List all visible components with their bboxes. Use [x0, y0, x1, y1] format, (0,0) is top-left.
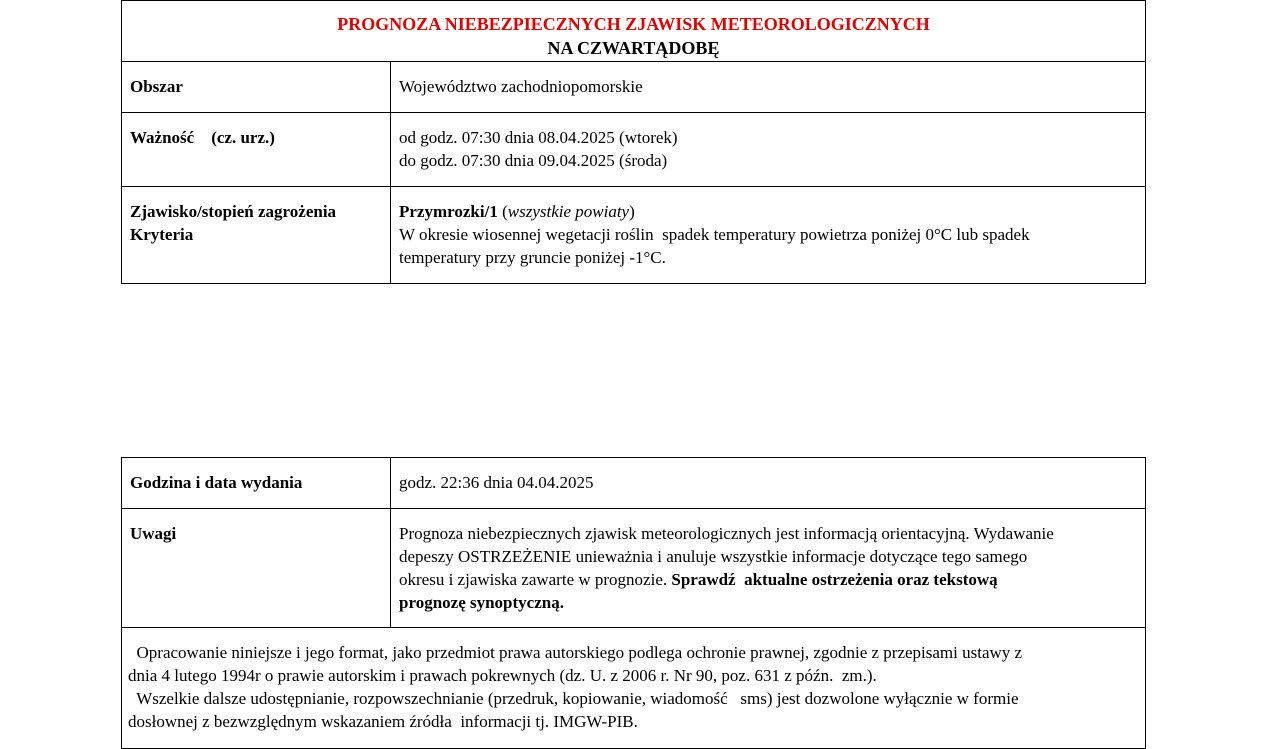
- phenomenon-label-line2: Kryteria: [130, 225, 194, 244]
- title-cell: [122, 1, 1146, 62]
- title-row: [122, 1, 1146, 62]
- area-value: Województwo zachodniopomorskie: [391, 62, 1146, 113]
- phenomenon-scope-close: ): [629, 202, 635, 221]
- validity-row: [122, 113, 1146, 187]
- notes-label: Uwagi: [122, 509, 391, 628]
- phenomenon-heading: [399, 200, 1137, 223]
- notes-line3: [399, 568, 1137, 591]
- phenomenon-scope-open: (: [497, 202, 508, 221]
- validity-label: Ważność (cz. urz.): [122, 113, 391, 187]
- criteria-line2: temperatury przy gruncie poniżej -1°C.: [399, 248, 666, 267]
- criteria-line1: W okresie wiosennej wegetacji roślin spadek temperatury powietrza poniżej 0°C lub spadek: [399, 225, 1030, 244]
- issued-label: Godzina i data wydania: [122, 458, 391, 509]
- phenomenon-name: Przymrozki/1: [399, 202, 498, 221]
- copyright-line2: dnia 4 lutego 1994r o prawie autorskim i prawach pokrewnych (dz. U. z 2006 r. Nr 90, poz. 631 z późn. zm.).: [128, 666, 877, 685]
- phenomenon-row: [122, 187, 1146, 284]
- copyright-line1: Opracowanie niniejsze i jego format, jako przedmiot prawa autorskiego podlega ochronie prawnej, zgodnie z przepisami ustawy z: [128, 643, 1023, 662]
- issue-info-table: [121, 457, 1146, 749]
- phenomenon-label: [122, 187, 391, 284]
- validity-to: do godz. 07:30 dnia 09.04.2025 (środa): [399, 151, 668, 170]
- document-title: PROGNOZA NIEBEZPIECZNYCH ZJAWISK METEOROLOGICZNYCH: [337, 14, 930, 34]
- forecast-table: [121, 0, 1146, 284]
- copyright-line4: dosłownej z bezwzględnym wskazaniem źródła informacji tj. IMGW-PIB.: [128, 712, 638, 731]
- notes-line3-normal: okresu i zjawiska zawarte w prognozie.: [399, 570, 672, 589]
- phenomenon-scope: wszystkie powiaty: [507, 202, 630, 221]
- document-subtitle: NA CZWARTĄDOBĘ: [547, 38, 720, 58]
- notes-row: [122, 509, 1146, 628]
- phenomenon-value: [391, 187, 1146, 284]
- area-label: Obszar: [122, 62, 391, 113]
- validity-from: od godz. 07:30 dnia 08.04.2025 (wtorek): [399, 128, 678, 147]
- phenomenon-label-line1: Zjawisko/stopień zagrożenia: [130, 202, 337, 221]
- notes-line1: Prognoza niebezpiecznych zjawisk meteorologicznych jest informacją orientacyjną. Wydawanie: [399, 524, 1054, 543]
- notes-line2: depeszy OSTRZEŻENIE unieważnia i anuluje wszystkie informacje dotyczące tego samego: [399, 547, 1028, 566]
- issued-value: godz. 22:36 dnia 04.04.2025: [391, 458, 1146, 509]
- copyright-line3: Wszelkie dalsze udostępnianie, rozpowszechnianie (przedruk, kopiowanie, wiadomość sms) jest dozwolone wyłącznie w formie: [128, 689, 1019, 708]
- copyright-row: [122, 628, 1146, 749]
- validity-value: [391, 113, 1146, 187]
- notes-line4: prognozę synoptyczną.: [399, 593, 564, 612]
- issued-row: [122, 458, 1146, 509]
- copyright-notice: [122, 628, 1146, 749]
- area-row: [122, 62, 1146, 113]
- notes-check-warnings: Sprawdź aktualne ostrzeżenia oraz tekstową: [671, 570, 998, 589]
- notes-value: [391, 509, 1146, 628]
